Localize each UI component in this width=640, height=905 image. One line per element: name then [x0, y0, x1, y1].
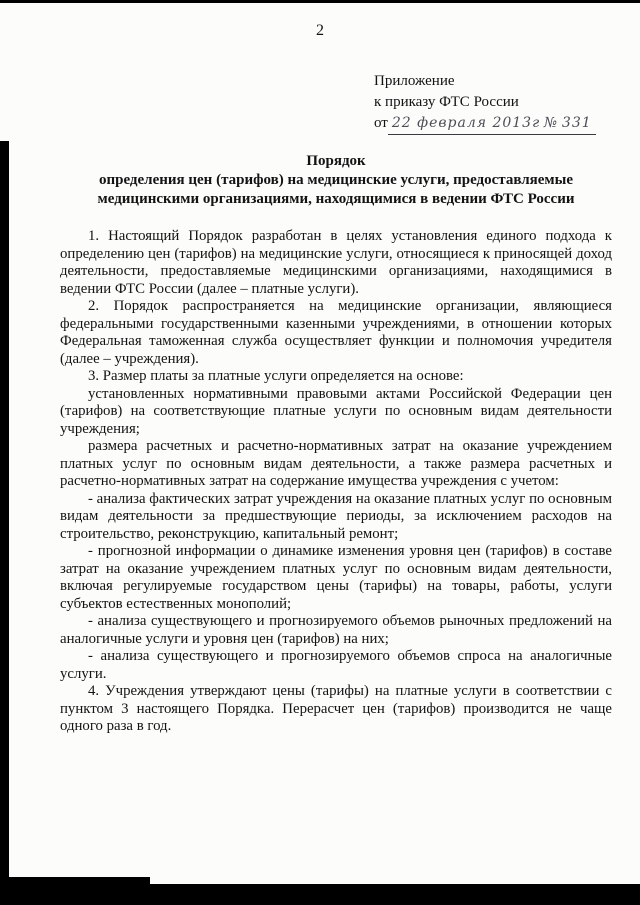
paragraph: - анализа существующего и прогнозируемого объемов спроса на аналогичные услуги.: [60, 648, 612, 682]
paragraph: 2. Порядок распространяется на медицинские организации, являющиеся федеральными государственными казенными учреждениями, в отношении которых Федеральная таможенная служба осуществляет функции и полномочия учредителя (далее – учреждения).: [60, 298, 612, 367]
scan-artifact-bottom-left-corner: [0, 877, 150, 905]
scan-artifact-top-line: [0, 0, 640, 3]
paragraph: размера расчетных и расчетно-нормативных затрат на оказание учреждением платных услуг по основным видам деятельности, а также размера расчетных и расчетно-нормативных затрат на содержание имущества учреждения с учетом:: [60, 438, 612, 489]
date-prefix: от: [374, 115, 388, 131]
title-line-1: Порядок: [306, 153, 366, 169]
date-fill-line: [388, 113, 596, 135]
paragraph: 3. Размер платы за платные услуги определяется на основе:: [88, 368, 464, 384]
paragraph: 1. Настоящий Порядок разработан в целях установления единого подхода к определению цен (тарифов) на медицинские услуги, относящиеся к приносящей доход деятельности, предоставляемые медицинскими организациями, находящимися в ведении ФТС России (далее – платные услуги).: [60, 228, 612, 297]
title-line-3: медицинскими организациями, находящимися в ведении ФТС России: [97, 191, 575, 207]
scan-artifact-left-border: [0, 141, 9, 905]
paragraph: - прогнозной информации о динамике изменения уровня цен (тарифов) в составе затрат на оказание учреждением платных услуг по основным видам деятельности, включая регулируемые государством цены (тарифы) на товары, работы, услуги субъектов естественных монополий;: [60, 543, 612, 612]
appendix-label: Приложение: [374, 73, 455, 89]
number-sign: №: [543, 115, 559, 131]
appendix-header: [374, 71, 624, 135]
order-date-line: [374, 113, 624, 135]
paragraph: 4. Учреждения утверждают цены (тарифы) на платные услуги в соответствии с пунктом 3 настоящего Порядка. Перерасчет цен (тарифов) производится не чаще одного раза в год.: [60, 683, 612, 734]
paragraph: установленных нормативными правовыми актами Российской Федерации цен (тарифов) на соответствующие платные услуги по основным видам деятельности учреждения;: [60, 385, 612, 437]
paragraph: - анализа фактических затрат учреждения на оказание платных услуг по основным видам деятельности за предшествующие периоды, за исключением расходов на строительство, реконструкцию, капитальный ремонт;: [60, 490, 612, 542]
document-body: [60, 228, 612, 736]
handwritten-number: 331: [561, 115, 592, 131]
paragraph: - анализа существующего и прогнозируемого объемов рыночных предложений на аналогичные услуги и уровня цен (тарифов) на них;: [60, 613, 612, 647]
title-line-2: определения цен (тарифов) на медицинские услуги, предоставляемые: [98, 172, 574, 188]
handwritten-date: 22 февраля 2013г: [391, 115, 541, 131]
document-title: [60, 152, 612, 209]
order-reference: к приказу ФТС России: [374, 94, 519, 110]
page-number: 2: [316, 22, 324, 39]
